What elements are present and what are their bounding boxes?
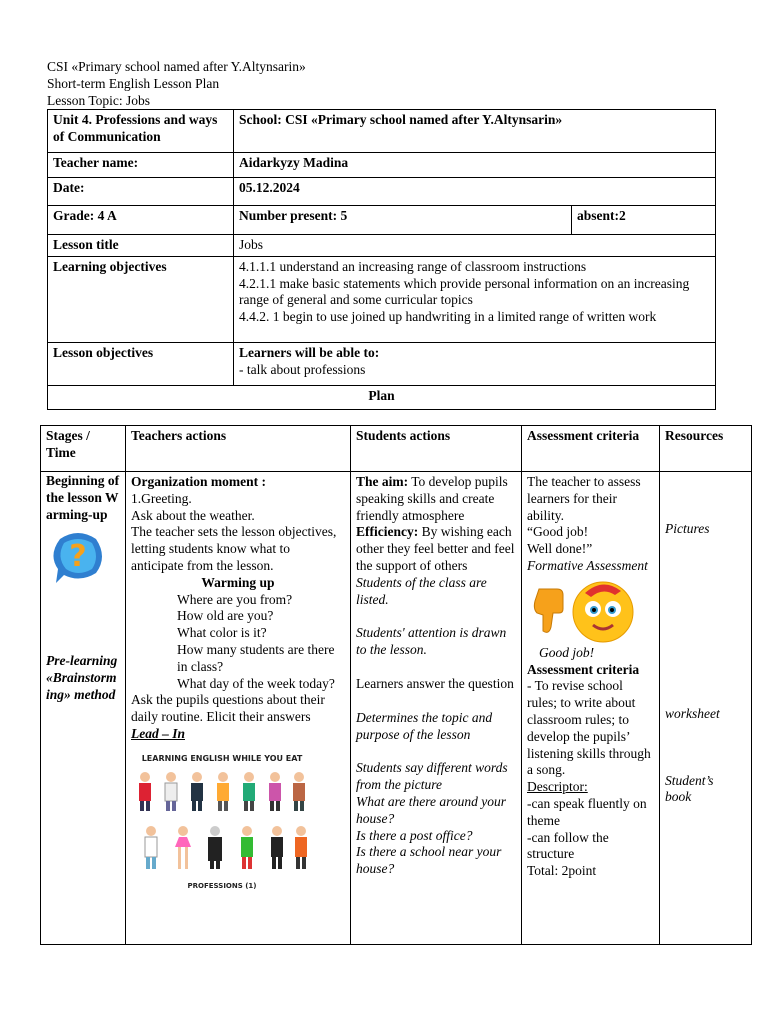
professions-poster-image: [131, 747, 313, 895]
lesson-objectives-value: Learners will be able to: - talk about professions: [234, 342, 716, 385]
plan-table: [40, 425, 752, 945]
col-header-students: Students actions: [351, 426, 522, 472]
question-bubble-icon: [50, 529, 106, 585]
svg-text:?: ?: [69, 539, 87, 575]
unit-cell: Unit 4. Professions and ways of Communication: [48, 110, 234, 153]
teacher-value: Aidarkyzy Madina: [234, 153, 716, 178]
stage-cell: Beginning of the lesson Warming-up ? Pre-learning «Brainstorming» method: [41, 472, 126, 945]
resources-cell: Pictures worksheet Student’s book: [660, 472, 752, 945]
school-cell: School: CSI «Primary school named after Y.Altynsarin»: [234, 110, 716, 153]
date-label: Date:: [48, 178, 234, 206]
info-table: [47, 109, 716, 410]
date-value: 05.12.2024: [234, 178, 716, 206]
svg-text:LEARNING ENGLISH WHILE YOU EAT: LEARNING ENGLISH WHILE YOU EAT: [141, 753, 303, 763]
col-header-resources: Resources: [660, 426, 752, 472]
learning-objectives-label: Learning objectives: [48, 256, 234, 342]
teacher-label: Teacher name:: [48, 153, 234, 178]
teacher-actions-cell: Organization moment : 1.Greeting. Ask about the weather. The teacher sets the lesson objectives, letting students know what to anticipate from the lesson. Warming up Where are you from? How old are you? What color is it? How many students are there in class? What day of the week today? Ask the pupils questions about their daily routine. Elicit their answers Lead – In LEARNING ENGLISH WHILE YOU EAT PROFESSIONS (1): [126, 472, 351, 945]
grade-cell: Grade: 4 A: [48, 206, 234, 235]
students-actions-cell: The aim: To develop pupils speaking skills and create friendly atmosphere Efficiency: By wishing each other they feel better and feel the support of others Students of the class are listed. Students' attention is drawn to the lesson. Learners answer the question Determines the topic and purpose of the lesson Students say different words from the picture What are there around your house? Is there a post office? Is there a school near your house?: [351, 472, 522, 945]
thumbs-down-emoji-icon: [529, 579, 641, 645]
lesson-title-value: Jobs: [234, 235, 716, 257]
assessment-cell: The teacher to assess learners for their ability. “Good job! Well done!” Formative Assessment Good job! Assessment criteria - To revise school rules; to write about classroom rules; to develop the pupils’ listening skills through a song. Descriptor: -can speak fluently on theme -can follow the structure Total: 2point: [522, 472, 660, 945]
document-header: [47, 59, 306, 110]
present-cell: Number present: 5: [234, 206, 572, 235]
col-header-teacher: Teachers actions: [126, 426, 351, 472]
absent-cell: absent:2: [572, 206, 716, 235]
svg-text:PROFESSIONS (1): PROFESSIONS (1): [187, 881, 257, 890]
col-header-stages: Stages / Time: [41, 426, 126, 472]
learning-objectives-list: 4.1.1.1 understand an increasing range of classroom instructions 4.2.1.1 make basic statements which provide personal information on an increasing range of general and some curricular topics 4.4.2. 1 begin to use joined up handwriting in a limited range of written work: [234, 256, 716, 342]
school-line: CSI «Primary school named after Y.Altynsarin»: [47, 59, 306, 74]
plan-type-line: Short-term English Lesson Plan: [47, 76, 220, 91]
plan-heading: Plan: [48, 385, 716, 409]
lesson-title-label: Lesson title: [48, 235, 234, 257]
lesson-objectives-label: Lesson objectives: [48, 342, 234, 385]
topic-line: Lesson Topic: Jobs: [47, 93, 151, 108]
col-header-assessment: Assessment criteria: [522, 426, 660, 472]
